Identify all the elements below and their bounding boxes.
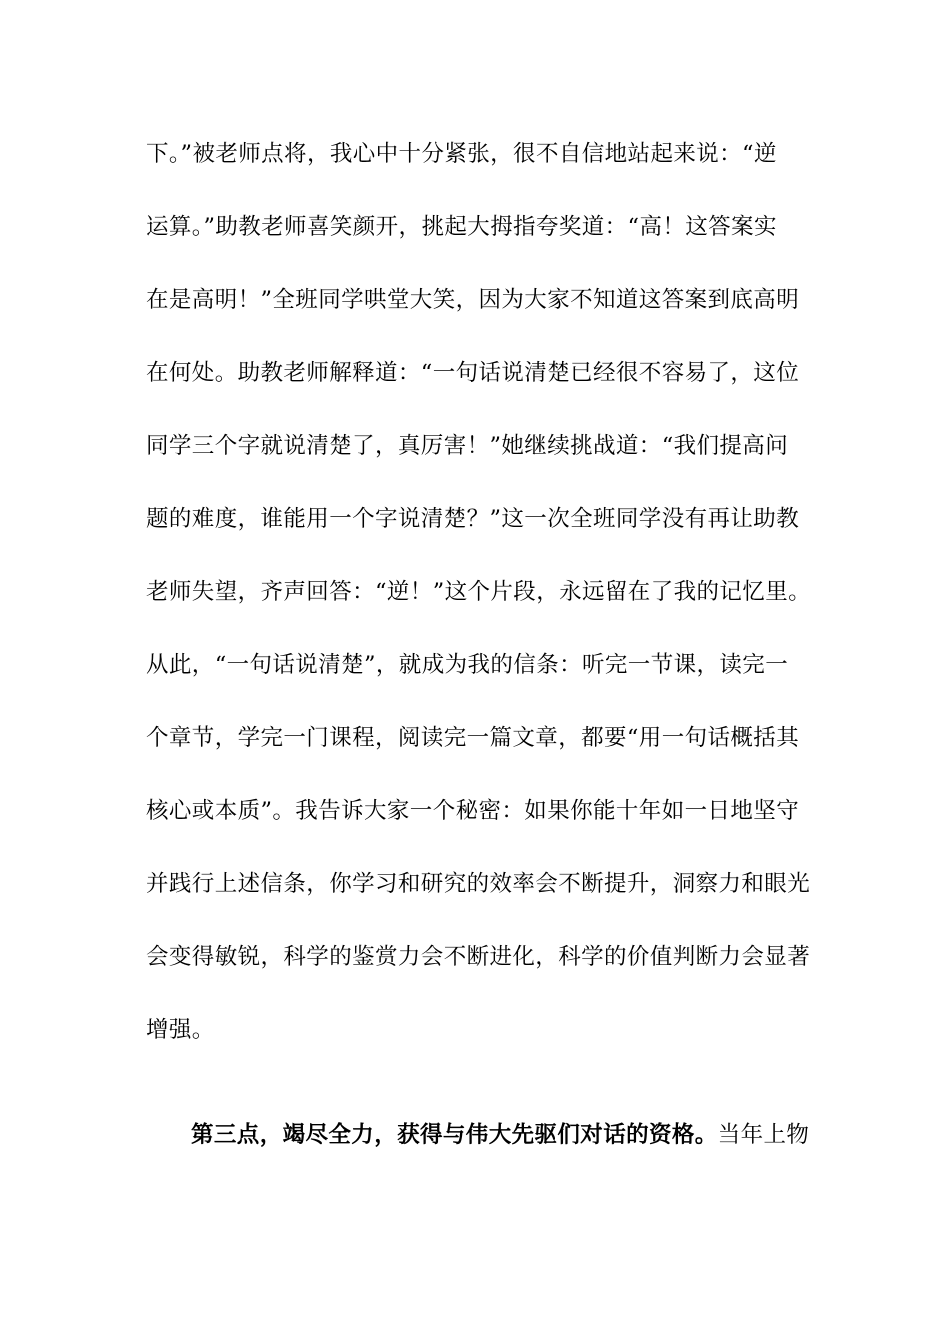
text-line: 个章节，学完一门课程，阅读完一篇文章，都要“用一句话概括其: [146, 725, 800, 751]
section-heading-bold: 第三点，竭尽全力，获得与伟大先驱们对话的资格。: [191, 1122, 718, 1148]
section-heading-line: [191, 1120, 809, 1150]
text-line: 在是高明！”全班同学哄堂大笑，因为大家不知道这答案到底高明: [146, 287, 800, 313]
text-line: 同学三个字就说清楚了，真厉害！”她继续挑战道：“我们提高问: [146, 433, 789, 459]
text-line: 老师失望，齐声回答：“逆！”这个片段，永远留在了我的记忆里。: [146, 579, 812, 605]
text-line: 下。”被老师点将，我心中十分紧张，很不自信地站起来说：“逆: [146, 141, 777, 167]
text-line: 核心或本质”。我告诉大家一个秘密：如果你能十年如一日地坚守: [146, 798, 800, 824]
text-line: 增强。: [146, 1017, 215, 1043]
text-line: 运算。”助教老师喜笑颜开，挑起大拇指夸奖道：“高！这答案实: [146, 214, 777, 240]
section-heading-continuation: 当年上物: [717, 1122, 810, 1148]
text-line: 会变得敏锐，科学的鉴赏力会不断进化，科学的价值判断力会显著: [146, 944, 811, 970]
text-line: 在何处。助教老师解释道：“一句话说清楚已经很不容易了，这位: [146, 360, 800, 386]
text-line: 并践行上述信条，你学习和研究的效率会不断提升，洞察力和眼光: [146, 871, 811, 897]
text-line: 题的难度，谁能用一个字说清楚？”这一次全班同学没有再让助教: [146, 506, 800, 532]
text-line: 从此，“一句话说清楚”，就成为我的信条：听完一节课，读完一: [146, 652, 789, 678]
